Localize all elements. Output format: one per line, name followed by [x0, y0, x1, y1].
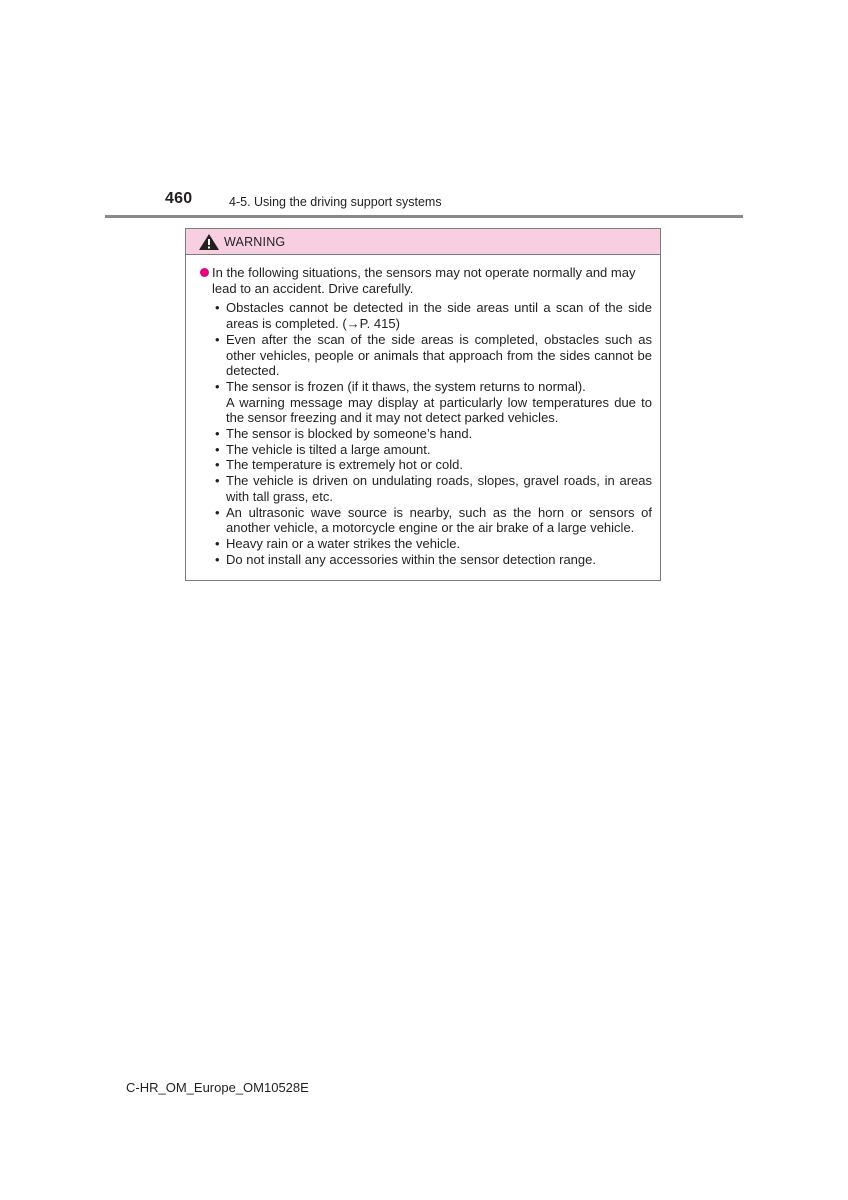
list-item: • Do not install any accessories within the sensor detection range.	[215, 551, 596, 567]
bullet-dot-icon: •	[215, 535, 220, 551]
frozen-item-text: The sensor is frozen (if it thaws, the system returns to normal).	[226, 378, 586, 394]
bullet-dot-icon: •	[215, 426, 220, 442]
warning-body	[186, 255, 660, 567]
list-item: • An ultrasonic wave source is nearby, such as the horn or sensors of another vehicle, a motorcycle engine or the air brake of a large vehicle.	[215, 504, 652, 536]
list-item: • Heavy rain or a water strikes the vehicle.	[215, 535, 461, 551]
bullet-dot-icon: •	[215, 504, 220, 520]
frozen-note: A warning message may display at particularly low temperatures due to the sensor freezing and it may not detect parked vehicles.	[226, 394, 652, 426]
list-item: • The vehicle is driven on undulating roads, slopes, gravel roads, in areas with tall grass, etc.	[215, 473, 652, 504]
warning-intro	[200, 265, 652, 296]
bullet-dot-icon: •	[215, 473, 220, 489]
pink-bullet-icon	[200, 268, 209, 277]
warning-header	[186, 229, 660, 255]
warning-box	[185, 228, 661, 581]
list-item: • The temperature is extremely hot or cold.	[215, 457, 463, 473]
header-rule	[105, 215, 743, 218]
list-item: • The sensor is blocked by someone’s hand.	[215, 426, 473, 442]
list-item: • The vehicle is tilted a large amount.	[215, 441, 431, 457]
bullet-dot-icon: •	[215, 457, 220, 473]
list-item: • Obstacles cannot be detected in the side areas until a scan of the side areas is completed. (→P. 415)	[215, 300, 652, 332]
list-item	[215, 379, 652, 426]
condition-list	[200, 300, 652, 567]
warning-label: WARNING	[224, 234, 286, 249]
bullet-dot-icon: •	[215, 441, 220, 457]
warning-triangle-icon	[198, 233, 220, 251]
bullet-dot-icon: •	[215, 331, 220, 347]
bullet-dot-icon: •	[215, 300, 220, 316]
page-number: 460	[165, 190, 193, 207]
footer-doc-code: C-HR_OM_Europe_OM10528E	[126, 1080, 309, 1095]
bullet-dot-icon: •	[215, 551, 220, 567]
list-item: • Even after the scan of the side areas is completed, obstacles such as other vehicles, people or animals that approach from the sides cannot be detected.	[215, 331, 652, 379]
intro-text: In the following situations, the sensors may not operate normally and may lead to an accident. Drive carefully.	[212, 265, 636, 296]
bullet-dot-icon: •	[215, 378, 220, 394]
section-title: 4-5. Using the driving support systems	[229, 195, 442, 209]
